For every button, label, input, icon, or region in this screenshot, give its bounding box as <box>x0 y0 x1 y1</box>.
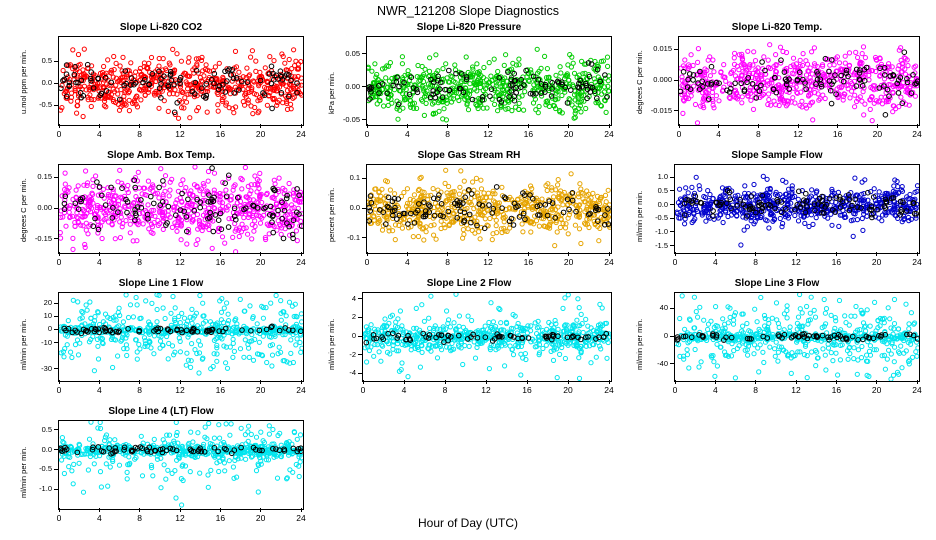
x-tick-label: 0 <box>364 129 370 139</box>
x-tick-mark <box>260 124 261 128</box>
y-tick-mark <box>54 83 58 84</box>
x-tick-label: 16 <box>215 129 226 139</box>
y-axis-label: ml/min per min. <box>635 318 644 370</box>
x-tick-mark <box>139 508 140 512</box>
y-tick-label: 0.05 <box>345 48 360 58</box>
chart-panel <box>318 150 620 276</box>
chart-panel <box>318 22 620 148</box>
y-tick-mark <box>358 336 362 337</box>
x-tick-mark <box>445 380 446 384</box>
y-tick-label: -1.0 <box>39 484 52 494</box>
y-tick-mark <box>54 303 58 304</box>
x-tick-label: 4 <box>96 129 102 139</box>
y-tick-mark <box>670 204 674 205</box>
x-tick-label: 24 <box>912 385 922 395</box>
y-tick-label: -0.15 <box>34 233 52 243</box>
x-tick-label: 16 <box>215 257 226 267</box>
y-tick-mark <box>670 245 674 246</box>
x-tick-label: 16 <box>215 513 226 523</box>
x-tick-label: 16 <box>831 385 842 395</box>
y-tick-label: 0 <box>663 331 668 340</box>
chart-panel <box>10 406 312 532</box>
y-tick-label: 0 <box>351 331 356 340</box>
data-points <box>59 165 303 253</box>
x-tick-label: 16 <box>831 257 842 267</box>
x-tick-mark <box>260 380 261 384</box>
data-points <box>679 37 919 125</box>
x-tick-label: 0 <box>56 385 62 395</box>
y-tick-label: -30 <box>41 363 52 373</box>
y-tick-mark <box>54 368 58 369</box>
x-tick-label: 24 <box>912 129 922 139</box>
y-tick-label: -0.5 <box>655 213 668 223</box>
chart-title: Slope Line 3 Flow <box>734 278 820 289</box>
x-tick-mark <box>675 252 676 256</box>
x-tick-mark <box>447 124 448 128</box>
y-tick-label: 4 <box>351 293 356 303</box>
x-tick-mark <box>220 508 221 512</box>
x-tick-mark <box>486 380 487 384</box>
x-tick-label: 24 <box>296 257 306 267</box>
x-tick-label: 12 <box>175 129 185 139</box>
x-tick-mark <box>836 252 837 256</box>
x-tick-label: 24 <box>296 129 306 139</box>
x-tick-mark <box>139 124 140 128</box>
x-tick-mark <box>220 124 221 128</box>
x-tick-mark <box>609 252 610 256</box>
y-tick-mark <box>670 363 674 364</box>
x-tick-label: 20 <box>255 385 266 395</box>
x-tick-mark <box>139 252 140 256</box>
y-tick-label: -0.5 <box>39 100 52 110</box>
page-title: NWR_121208 Slope Diagnostics <box>376 4 560 18</box>
y-tick-label: -4 <box>349 368 356 378</box>
y-tick-label: 0.1 <box>349 173 360 183</box>
x-tick-label: 20 <box>255 257 266 267</box>
x-tick-label: 4 <box>712 385 718 395</box>
chart-title: Slope Li-820 Temp. <box>731 22 823 33</box>
x-tick-mark <box>758 124 759 128</box>
x-tick-mark <box>568 252 569 256</box>
plot-area <box>58 36 304 126</box>
y-tick-label: -0.1 <box>347 232 360 242</box>
y-tick-label: 0.000 <box>653 75 672 84</box>
x-tick-label: 20 <box>563 129 574 139</box>
x-tick-label: 0 <box>56 129 62 139</box>
y-tick-mark <box>362 178 366 179</box>
y-tick-mark <box>54 469 58 470</box>
x-tick-mark <box>180 508 181 512</box>
x-tick-mark <box>609 124 610 128</box>
x-tick-mark <box>139 380 140 384</box>
x-tick-mark <box>679 124 680 128</box>
y-tick-label: 0.00 <box>37 203 52 212</box>
x-tick-label: 12 <box>175 385 185 395</box>
x-tick-label: 4 <box>712 257 718 267</box>
x-tick-label: 4 <box>404 129 410 139</box>
data-points <box>675 293 919 381</box>
y-axis-label: percent per min. <box>327 187 336 242</box>
x-tick-label: 0 <box>56 257 62 267</box>
y-tick-label: -10 <box>41 337 52 347</box>
data-points <box>675 165 919 253</box>
x-tick-mark <box>837 124 838 128</box>
x-tick-label: 24 <box>604 385 614 395</box>
y-tick-label: 0.5 <box>657 185 668 195</box>
x-tick-label: 4 <box>404 257 410 267</box>
plot-area <box>366 36 612 126</box>
chart-panel <box>10 150 312 276</box>
plot-area <box>58 164 304 254</box>
y-tick-mark <box>670 336 674 337</box>
x-tick-mark <box>99 380 100 384</box>
x-tick-label: 8 <box>137 513 143 523</box>
y-axis-label: u.mol ppm per min. <box>19 49 28 114</box>
x-tick-label: 12 <box>175 513 185 523</box>
x-tick-label: 24 <box>604 129 614 139</box>
y-tick-mark <box>670 177 674 178</box>
x-tick-mark <box>59 252 60 256</box>
chart-panel <box>318 278 620 404</box>
x-tick-label: 24 <box>912 257 922 267</box>
data-points <box>59 421 303 509</box>
x-tick-mark <box>367 252 368 256</box>
chart-title: Slope Sample Flow <box>731 150 823 161</box>
y-tick-label: 40 <box>659 303 668 313</box>
plot-area <box>678 36 920 126</box>
x-tick-mark <box>718 124 719 128</box>
chart-panel <box>10 278 312 404</box>
y-tick-label: -0.05 <box>342 114 360 124</box>
y-tick-mark <box>362 208 366 209</box>
y-tick-mark <box>674 110 678 111</box>
x-tick-label: 12 <box>791 257 801 267</box>
y-tick-label: 0.5 <box>41 56 52 66</box>
x-tick-label: 4 <box>716 129 722 139</box>
y-axis-label: ml/min per min. <box>327 318 336 370</box>
plot-area <box>674 292 920 382</box>
x-tick-mark <box>180 252 181 256</box>
x-tick-mark <box>220 252 221 256</box>
plot-area <box>58 292 304 382</box>
plot-area <box>58 420 304 510</box>
x-tick-mark <box>876 252 877 256</box>
y-tick-mark <box>670 218 674 219</box>
y-tick-mark <box>670 308 674 309</box>
y-tick-label: 1.0 <box>657 172 668 182</box>
x-tick-mark <box>796 252 797 256</box>
y-tick-label: 0.00 <box>345 81 360 91</box>
data-points <box>367 37 611 125</box>
y-tick-label: 0.0 <box>41 444 52 454</box>
y-tick-mark <box>54 105 58 106</box>
x-tick-mark <box>363 380 364 384</box>
x-tick-mark <box>99 508 100 512</box>
y-tick-mark <box>54 177 58 178</box>
plot-area <box>362 292 612 382</box>
y-axis-label: degrees C per min. <box>19 178 28 242</box>
x-tick-label: 4 <box>96 513 102 523</box>
chart-title: Slope Li-820 CO2 <box>119 22 203 33</box>
y-tick-mark <box>54 489 58 490</box>
data-points <box>59 37 303 125</box>
x-tick-label: 16 <box>522 385 532 395</box>
y-tick-mark <box>362 53 366 54</box>
x-tick-mark <box>876 380 877 384</box>
plot-area <box>366 164 612 254</box>
y-tick-label: 0 <box>47 324 52 334</box>
x-tick-label: 4 <box>96 385 102 395</box>
x-tick-mark <box>301 252 302 256</box>
y-tick-label: -0.015 <box>650 105 672 115</box>
y-tick-mark <box>54 449 58 450</box>
x-tick-mark <box>301 124 302 128</box>
x-tick-label: 8 <box>442 385 448 395</box>
x-tick-mark <box>715 252 716 256</box>
x-tick-mark <box>488 124 489 128</box>
x-tick-label: 8 <box>753 257 759 267</box>
x-tick-label: 24 <box>296 385 306 395</box>
x-tick-mark <box>301 380 302 384</box>
x-tick-mark <box>99 252 100 256</box>
x-tick-mark <box>609 380 610 384</box>
y-tick-label: 0.0 <box>349 203 360 212</box>
y-axis-label: ml/min per min. <box>635 190 644 242</box>
y-tick-mark <box>54 208 58 209</box>
y-tick-label: -2 <box>349 349 356 359</box>
x-tick-mark <box>755 252 756 256</box>
x-tick-label: 0 <box>672 385 678 395</box>
y-tick-mark <box>670 231 674 232</box>
x-tick-label: 20 <box>255 513 266 523</box>
x-tick-mark <box>367 124 368 128</box>
x-tick-mark <box>527 380 528 384</box>
x-tick-label: 8 <box>137 257 143 267</box>
x-tick-label: 12 <box>481 385 491 395</box>
y-tick-label: 2 <box>351 312 356 322</box>
x-tick-label: 8 <box>753 385 759 395</box>
plot-area <box>674 164 920 254</box>
x-tick-mark <box>59 124 60 128</box>
chart-panel <box>626 150 928 276</box>
x-tick-label: 12 <box>483 129 493 139</box>
y-tick-label: -1.0 <box>655 226 668 236</box>
x-tick-label: 16 <box>523 257 534 267</box>
x-tick-label: 16 <box>215 385 226 395</box>
x-tick-label: 8 <box>445 129 451 139</box>
figure-xaxis-label: Hour of Day (UTC) <box>417 516 518 530</box>
y-tick-label: 20 <box>43 298 52 308</box>
x-tick-label: 12 <box>791 385 801 395</box>
x-tick-mark <box>917 380 918 384</box>
x-tick-label: 12 <box>483 257 493 267</box>
y-tick-mark <box>54 429 58 430</box>
y-tick-mark <box>362 86 366 87</box>
chart-title: Slope Li-820 Pressure <box>416 22 522 33</box>
x-tick-label: 0 <box>676 129 682 139</box>
y-tick-label: -1.5 <box>655 240 668 250</box>
x-tick-mark <box>917 124 918 128</box>
x-tick-mark <box>755 380 756 384</box>
x-tick-label: 0 <box>364 257 370 267</box>
y-tick-label: -40 <box>657 358 668 368</box>
y-tick-label: 10 <box>43 311 52 321</box>
y-tick-mark <box>358 298 362 299</box>
x-tick-mark <box>404 380 405 384</box>
chart-panel <box>626 22 928 148</box>
data-points <box>59 293 303 381</box>
x-tick-mark <box>99 124 100 128</box>
x-tick-mark <box>715 380 716 384</box>
y-tick-mark <box>362 119 366 120</box>
x-tick-mark <box>407 124 408 128</box>
x-tick-mark <box>260 252 261 256</box>
y-tick-mark <box>358 317 362 318</box>
x-tick-label: 8 <box>445 257 451 267</box>
x-tick-label: 0 <box>56 513 62 523</box>
y-tick-label: 0.0 <box>41 78 52 88</box>
x-tick-label: 16 <box>523 129 534 139</box>
x-tick-label: 8 <box>755 129 761 139</box>
y-tick-label: 0.015 <box>653 44 672 54</box>
x-tick-label: 8 <box>137 129 143 139</box>
x-tick-label: 20 <box>563 385 573 395</box>
y-tick-mark <box>674 80 678 81</box>
chart-panel <box>10 22 312 148</box>
x-tick-mark <box>528 124 529 128</box>
x-tick-label: 4 <box>96 257 102 267</box>
y-tick-mark <box>670 190 674 191</box>
y-tick-label: -0.5 <box>39 464 52 474</box>
y-tick-mark <box>54 61 58 62</box>
x-tick-label: 0 <box>360 385 366 395</box>
x-tick-mark <box>180 380 181 384</box>
y-tick-label: 0.5 <box>41 424 52 434</box>
chart-title: Slope Amb. Box Temp. <box>107 150 215 161</box>
x-tick-mark <box>675 380 676 384</box>
x-tick-mark <box>220 380 221 384</box>
x-tick-mark <box>488 252 489 256</box>
x-tick-mark <box>568 380 569 384</box>
x-tick-mark <box>836 380 837 384</box>
x-tick-label: 4 <box>401 385 407 395</box>
y-axis-label: kPa per min. <box>327 71 336 114</box>
x-tick-mark <box>59 380 60 384</box>
x-tick-label: 12 <box>175 257 185 267</box>
x-tick-mark <box>568 124 569 128</box>
x-tick-mark <box>877 124 878 128</box>
y-axis-label: ml/min per min. <box>19 318 28 370</box>
y-axis-label: ml/min per min. <box>19 446 28 498</box>
y-tick-mark <box>54 342 58 343</box>
x-tick-mark <box>798 124 799 128</box>
y-tick-label: 0.15 <box>37 172 52 182</box>
y-tick-mark <box>674 49 678 50</box>
x-tick-mark <box>180 124 181 128</box>
x-tick-label: 16 <box>832 129 843 139</box>
y-tick-mark <box>358 373 362 374</box>
x-tick-label: 8 <box>137 385 143 395</box>
x-tick-mark <box>796 380 797 384</box>
x-tick-label: 20 <box>871 257 882 267</box>
chart-title: Slope Line 1 Flow <box>118 278 204 289</box>
y-tick-label: 0.0 <box>657 199 668 209</box>
chart-title: Slope Gas Stream RH <box>417 150 521 161</box>
x-tick-mark <box>59 508 60 512</box>
x-tick-label: 12 <box>793 129 803 139</box>
x-tick-label: 20 <box>871 385 882 395</box>
chart-title: Slope Line 4 (LT) Flow <box>108 406 214 417</box>
x-tick-mark <box>407 252 408 256</box>
y-tick-mark <box>54 238 58 239</box>
x-tick-label: 24 <box>604 257 614 267</box>
y-axis-label: degrees C per min. <box>635 50 644 114</box>
x-tick-mark <box>301 508 302 512</box>
x-tick-label: 20 <box>255 129 266 139</box>
y-tick-mark <box>54 316 58 317</box>
x-tick-mark <box>260 508 261 512</box>
x-tick-mark <box>447 252 448 256</box>
data-points <box>363 293 611 381</box>
y-tick-mark <box>362 237 366 238</box>
x-tick-label: 20 <box>872 129 883 139</box>
x-tick-mark <box>917 252 918 256</box>
x-tick-label: 20 <box>563 257 574 267</box>
x-tick-mark <box>528 252 529 256</box>
chart-panel <box>626 278 928 404</box>
y-tick-mark <box>358 354 362 355</box>
chart-title: Slope Line 2 Flow <box>426 278 512 289</box>
x-tick-label: 0 <box>672 257 678 267</box>
y-tick-mark <box>54 329 58 330</box>
x-tick-label: 24 <box>296 513 306 523</box>
data-points <box>367 165 611 253</box>
